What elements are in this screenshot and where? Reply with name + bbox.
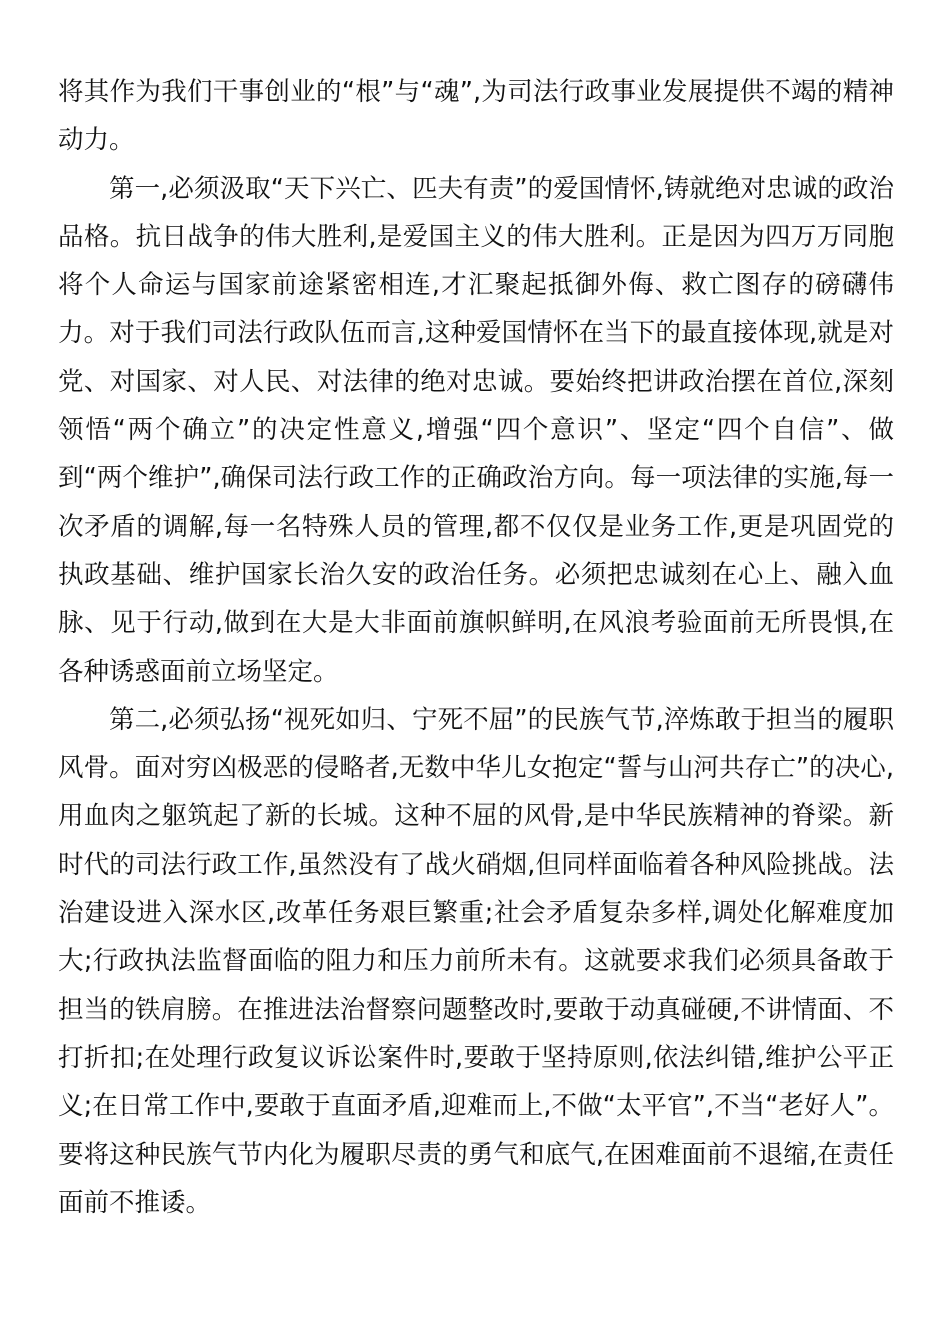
document-body [58, 68, 894, 1227]
paragraph-intro-continuation: 将其作为我们干事创业的“根”与“魂”,为司法行政事业发展提供不竭的精神动力。 [58, 77, 894, 156]
paragraph-first-point: 第一,必须汲取“天下兴亡、匹夫有责”的爱国情怀,铸就绝对忠诚的政治品格。抗日战争的伟大胜利,是爱国主义的伟大胜利。正是因为四万万同胞将个人命运与国家前途紧密相连,才汇聚起抵御外侮、救亡图存的磅礴伟力。对于我们司法行政队伍而言,这种爱国情怀在当下的最直接体现,就是对党、对国家、对人民、对法律的绝对忠诚。要始终把讲政治摆在首位,深刻领悟“两个确立”的决定性意义,增强“四个意识”、坚定“四个自信”、做到“两个维护”,确保司法行政工作的正确政治方向。每一项法律的实施,每一次矛盾的调解,每一名特殊人员的管理,都不仅仅是业务工作,更是巩固党的执政基础、维护国家长治久安的政治任务。必须把忠诚刻在心上、融入血脉、见于行动,做到在大是大非面前旗帜鲜明,在风浪考验面前无所畏惧,在各种诱惑面前立场坚定。 [58, 173, 894, 687]
paragraph-second-point: 第二,必须弘扬“视死如归、宁死不屈”的民族气节,淬炼敢于担当的履职风骨。面对穷凶极恶的侵略者,无数中华儿女抱定“誓与山河共存亡”的决心,用血肉之躯筑起了新的长城。这种不屈的风骨,是中华民族精神的脊梁。新时代的司法行政工作,虽然没有了战火硝烟,但同样面临着各种风险挑战。法治建设进入深水区,改革任务艰巨繁重;社会矛盾复杂多样,调处化解难度加大;行政执法监督面临的阻力和压力前所未有。这就要求我们必须具备敢于担当的铁肩膀。在推进法治督察问题整改时,要敢于动真碰硬,不讲情面、不打折扣;在处理行政复议诉讼案件时,要敢于坚持原则,依法纠错,维护公平正义;在日常工作中,要敢于直面矛盾,迎难而上,不做“太平官”,不当“老好人”。要将这种民族气节内化为履职尽责的勇气和底气,在困难面前不退缩,在责任面前不推诿。 [58, 704, 894, 1218]
